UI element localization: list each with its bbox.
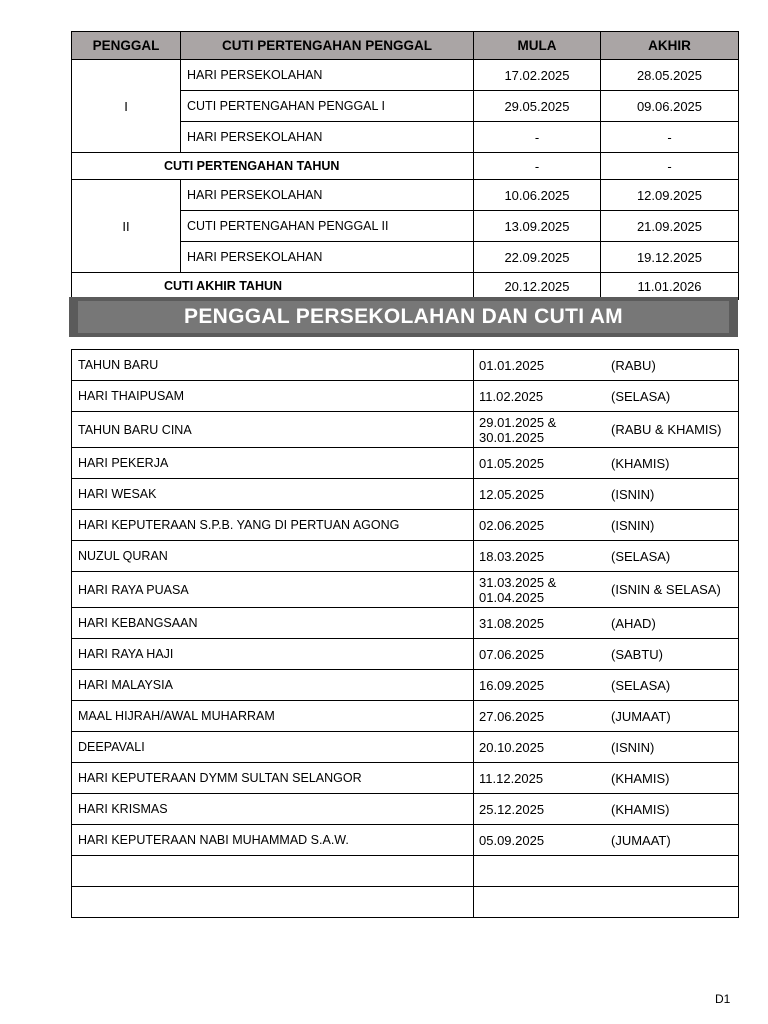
activity-cell: HARI PERSEKOLAHAN	[181, 122, 474, 153]
start-date-cell: 22.09.2025	[474, 242, 601, 273]
holiday-day: (ISNIN & SELASA)	[611, 582, 721, 597]
holiday-date: 31.03.2025 & 01.04.2025	[479, 574, 557, 605]
holiday-date-cell	[474, 763, 739, 794]
holiday-day: (JUMAAT)	[611, 708, 671, 724]
holiday-name: HARI KEPUTERAAN DYMM SULTAN SELANGOR	[72, 763, 474, 794]
holiday-day: (SELASA)	[611, 548, 671, 564]
holiday-day: (ISNIN)	[611, 517, 655, 533]
holiday-row	[72, 887, 739, 918]
mid-year-holiday-name: CUTI PERTENGAHAN TAHUN	[72, 153, 474, 180]
holiday-date: 16.09.2025	[479, 677, 545, 693]
activity-cell: HARI PERSEKOLAHAN	[181, 60, 474, 91]
table-row	[72, 180, 739, 211]
holiday-date-cell	[474, 701, 739, 732]
holiday-day: (KHAMIS)	[611, 801, 670, 817]
holiday-row	[72, 763, 739, 794]
holiday-date: 01.05.2025	[479, 455, 545, 471]
holiday-name: HARI PEKERJA	[72, 448, 474, 479]
holiday-date-cell	[474, 541, 739, 572]
holiday-date-cell	[474, 794, 739, 825]
holiday-row	[72, 448, 739, 479]
holiday-date-cell	[474, 608, 739, 639]
page-number: D1	[715, 992, 731, 1006]
end-date-cell: 21.09.2025	[601, 211, 739, 242]
holiday-date: 02.06.2025	[479, 517, 545, 533]
holiday-day: (KHAMIS)	[611, 455, 670, 471]
start-date-cell: -	[474, 153, 601, 180]
holiday-name: HARI KRISMAS	[72, 794, 474, 825]
holiday-name: HARI KEPUTERAAN NABI MUHAMMAD S.A.W.	[72, 825, 474, 856]
holiday-day: (ISNIN)	[611, 486, 655, 502]
banner-title: PENGGAL PERSEKOLAHAN DAN CUTI AM	[78, 301, 729, 333]
holiday-name	[72, 887, 474, 918]
holiday-date: 18.03.2025	[479, 548, 545, 564]
holiday-date: 12.05.2025	[479, 486, 545, 502]
header-cuti: CUTI PERTENGAHAN PENGGAL	[181, 32, 474, 60]
holiday-name: HARI RAYA PUASA	[72, 572, 474, 608]
holiday-date-cell	[474, 732, 739, 763]
end-date-cell: 11.01.2026	[601, 273, 739, 300]
start-date-cell: 29.05.2025	[474, 91, 601, 122]
holiday-day: (SELASA)	[611, 677, 671, 693]
holiday-date: 29.01.2025 & 30.01.2025	[479, 414, 557, 445]
holiday-date: 27.06.2025	[479, 708, 545, 724]
holiday-row	[72, 412, 739, 448]
holiday-row	[72, 510, 739, 541]
start-date-cell: 10.06.2025	[474, 180, 601, 211]
holiday-row	[72, 572, 739, 608]
end-date-cell: -	[601, 122, 739, 153]
activity-cell: HARI PERSEKOLAHAN	[181, 242, 474, 273]
holiday-date-cell	[474, 639, 739, 670]
holiday-date-cell	[474, 510, 739, 541]
holiday-row	[72, 794, 739, 825]
year-end-holiday-row	[72, 273, 739, 300]
holiday-date: 20.10.2025	[479, 739, 545, 755]
mid-year-holiday-row	[72, 153, 739, 180]
holiday-day: (JUMAAT)	[611, 832, 671, 848]
holiday-date: 25.12.2025	[479, 801, 545, 817]
table-row	[72, 60, 739, 91]
holiday-row	[72, 825, 739, 856]
holiday-name: HARI KEBANGSAAN	[72, 608, 474, 639]
holiday-name: NUZUL QURAN	[72, 541, 474, 572]
end-date-cell: 19.12.2025	[601, 242, 739, 273]
end-date-cell: 12.09.2025	[601, 180, 739, 211]
start-date-cell: 17.02.2025	[474, 60, 601, 91]
holiday-name: HARI MALAYSIA	[72, 670, 474, 701]
holiday-date-cell	[474, 825, 739, 856]
holiday-row	[72, 639, 739, 670]
holiday-day: (SELASA)	[611, 388, 671, 404]
holiday-day: (KHAMIS)	[611, 770, 670, 786]
holiday-row	[72, 350, 739, 381]
end-date-cell: 09.06.2025	[601, 91, 739, 122]
start-date-cell: -	[474, 122, 601, 153]
holiday-day: (RABU & KHAMIS)	[611, 422, 722, 437]
holiday-date-cell	[474, 670, 739, 701]
activity-cell: CUTI PERTENGAHAN PENGGAL II	[181, 211, 474, 242]
term-table-header	[72, 32, 739, 60]
holiday-date: 01.01.2025	[479, 357, 545, 373]
holiday-date: 07.06.2025	[479, 646, 545, 662]
holiday-date-cell	[474, 856, 739, 887]
public-holiday-table	[71, 349, 739, 918]
holiday-name: TAHUN BARU	[72, 350, 474, 381]
holiday-row	[72, 856, 739, 887]
holiday-row	[72, 608, 739, 639]
holiday-day: (SABTU)	[611, 646, 663, 662]
holiday-name: HARI WESAK	[72, 479, 474, 510]
holiday-row	[72, 701, 739, 732]
year-end-holiday-name: CUTI AKHIR TAHUN	[72, 273, 474, 300]
end-date-cell: 28.05.2025	[601, 60, 739, 91]
activity-cell: CUTI PERTENGAHAN PENGGAL I	[181, 91, 474, 122]
start-date-cell: 20.12.2025	[474, 273, 601, 300]
holiday-date-cell	[474, 479, 739, 510]
holiday-day: (AHAD)	[611, 615, 656, 631]
holiday-date-cell	[474, 350, 739, 381]
header-mula: MULA	[474, 32, 601, 60]
holiday-name: HARI KEPUTERAAN S.P.B. YANG DI PERTUAN AGONG	[72, 510, 474, 541]
holiday-date: 11.02.2025	[479, 388, 544, 404]
holiday-name: TAHUN BARU CINA	[72, 412, 474, 448]
holiday-date-cell	[474, 572, 739, 608]
holiday-row	[72, 541, 739, 572]
holiday-row	[72, 381, 739, 412]
holiday-name: MAAL HIJRAH/AWAL MUHARRAM	[72, 701, 474, 732]
holiday-name: HARI RAYA HAJI	[72, 639, 474, 670]
holiday-name: DEEPAVALI	[72, 732, 474, 763]
start-date-cell: 13.09.2025	[474, 211, 601, 242]
holiday-name	[72, 856, 474, 887]
holiday-day: (ISNIN)	[611, 739, 655, 755]
term-label: I	[72, 60, 181, 153]
holiday-row	[72, 670, 739, 701]
activity-cell: HARI PERSEKOLAHAN	[181, 180, 474, 211]
holiday-date-cell	[474, 887, 739, 918]
header-penggal: PENGGAL	[72, 32, 181, 60]
header-akhir: AKHIR	[601, 32, 739, 60]
term-table	[71, 31, 739, 300]
holiday-name: HARI THAIPUSAM	[72, 381, 474, 412]
holiday-date-cell	[474, 448, 739, 479]
holiday-date: 05.09.2025	[479, 832, 545, 848]
holiday-date: 31.08.2025	[479, 615, 545, 631]
holiday-date: 11.12.2025	[479, 770, 544, 786]
holiday-day: (RABU)	[611, 357, 656, 373]
term-label: II	[72, 180, 181, 273]
holiday-date-cell	[474, 381, 739, 412]
end-date-cell: -	[601, 153, 739, 180]
section-banner	[69, 297, 738, 337]
holiday-row	[72, 732, 739, 763]
holiday-date-cell	[474, 412, 739, 448]
holiday-row	[72, 479, 739, 510]
